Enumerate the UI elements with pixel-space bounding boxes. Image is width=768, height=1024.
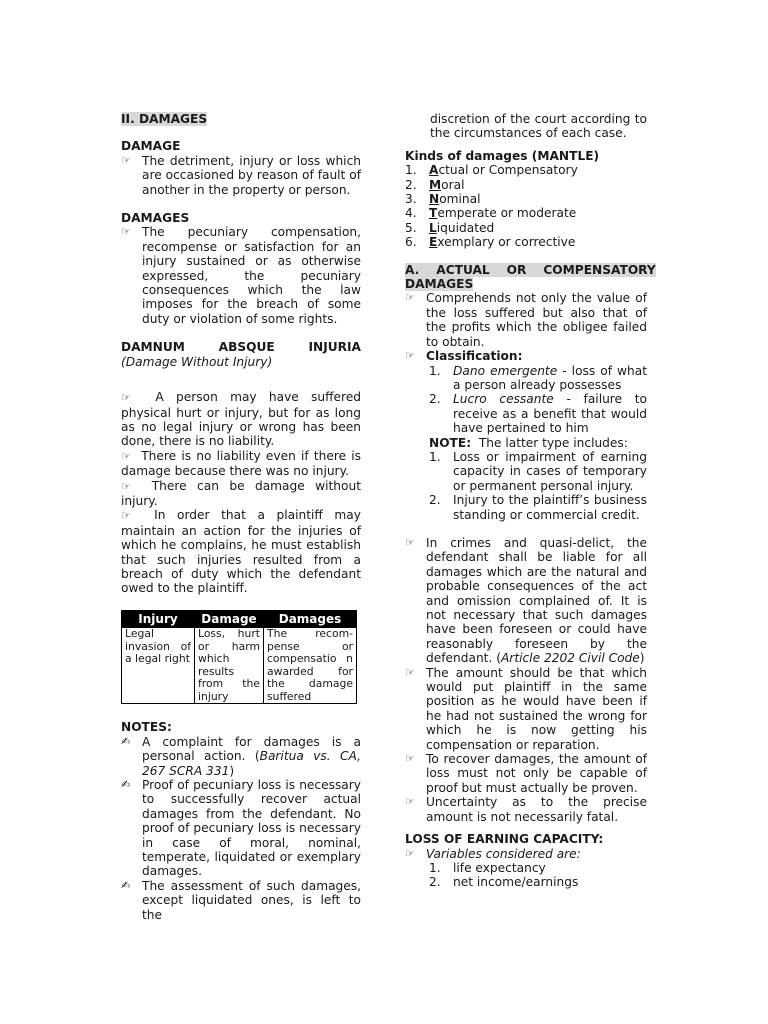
pointing-hand-icon: ☞	[121, 391, 131, 405]
list-item: 5. Liquidated	[405, 220, 495, 235]
table-cell: The recom-pense or compensatio n awarded for the damage suffered	[264, 628, 357, 704]
damages-definition: ☞ The pecuniary compensation, recompense or satisfaction for an injury sustained or as otherwise expressed, the pecuniary consequences which the law imposes for the breach of some duty or violation of some rights.	[121, 225, 361, 326]
damage-heading: DAMAGE	[121, 139, 181, 154]
actual-bullet: ☞ The amount should be that which would put plaintiff in the same position as he would have been if he had not sustained the wrong for which he is now getting his compensation or reparation.	[405, 665, 647, 752]
table-header: Damages	[264, 610, 357, 628]
classification-list	[405, 364, 647, 522]
comparison-table	[121, 610, 357, 705]
actual-bullet: ☞ Uncertainty as to the precise amount is not necessarily fatal.	[405, 795, 647, 824]
damage-definition: ☞ The detriment, injury or loss which are occasioned by reason of fault of another in the property or person.	[121, 153, 361, 197]
damnum-bullet: ☞ In order that a plaintiff may maintain an action for the injuries of which he complains, he must establish that such injuries resulted from a breach of duty which the defendant owed to the plaintiff.	[121, 508, 361, 596]
list-item: 1. life expectancy	[429, 860, 546, 875]
note-line: NOTE: The latter type includes:	[429, 435, 628, 450]
table-row	[122, 628, 357, 704]
list-item: 4. Temperate or moderate	[405, 206, 577, 221]
kinds-list	[405, 163, 647, 249]
damnum-bullet: ☞ A person may have suffered physical hurt or injury, but for as long as no legal injury or wrong has been done, there is no liability.	[121, 390, 362, 449]
list-item: 3. Nominal	[405, 192, 481, 207]
note-item: ✍ The assessment of such damages, except liquidated ones, is left to the	[121, 878, 361, 922]
writing-hand-icon: ✍	[121, 878, 131, 892]
table-cell: Loss, hurt or harm which results from the injury	[195, 628, 264, 704]
list-item: 2. net income/earnings	[429, 875, 579, 890]
list-item: 1. Actual or Compensatory	[405, 163, 578, 178]
list-item: 1. Loss or impairment of earning capacity in cases of temporary or permanent personal injury.	[429, 449, 647, 493]
variables-list	[405, 861, 647, 890]
classification-bullet: ☞ Classification:	[405, 349, 523, 364]
pointing-hand-icon: ☞	[121, 225, 131, 239]
table-header: Damage	[195, 610, 264, 628]
pointing-hand-icon: ☞	[121, 153, 131, 167]
table-header: Injury	[122, 610, 195, 628]
actual-bullet: ☞ Comprehends not only the value of the loss suffered but also that of the profits which the obligee failed to obtain.	[405, 291, 647, 349]
actual-bullet: ☞ In crimes and quasi-delict, the defendant shall be liable for all damages which are the natural and probable consequences of the act and omission complained of. It is not necessary that such damages have been foreseen or could have reasonably foreseen by the defendant. (Article 2202 Civil Code)	[405, 535, 647, 666]
writing-hand-icon: ✍	[121, 734, 131, 748]
notes-heading: NOTES:	[121, 720, 172, 735]
pointing-hand-icon: ☞	[405, 349, 415, 363]
left-column	[121, 112, 361, 922]
list-item: 2. Moral	[405, 177, 465, 192]
kinds-heading: Kinds of damages (MANTLE)	[405, 148, 600, 163]
damages-heading: DAMAGES	[121, 211, 190, 226]
damnum-heading: DAMNUM ABSQUE INJURIA (Damage Without Injury)	[121, 340, 361, 369]
table-header-row	[122, 610, 357, 628]
actual-heading: A. ACTUAL OR COMPENSATORY DAMAGES	[405, 262, 656, 292]
pointing-hand-icon: ☞	[405, 535, 415, 549]
continuation-text: discretion of the court according to the circumstances of each case.	[430, 112, 647, 141]
damnum-bullet: ☞ There can be damage without injury.	[121, 478, 361, 508]
list-item: 1. Dano emergente - loss of what a person already possesses	[429, 363, 648, 392]
table-cell: Legal invasion of a legal right	[122, 628, 195, 704]
pointing-hand-icon: ☞	[121, 479, 131, 493]
list-item: 6. Exemplary or corrective	[405, 235, 576, 250]
variables-bullet: ☞ Variables considered are:	[405, 846, 581, 861]
note-item: ✍ Proof of pecuniary loss is necessary to successfully recover actual damages from the defendant. No proof of pecuniary loss is necessary in case of moral, nominal, temperate, liquidated or exemplary damages.	[121, 777, 361, 879]
actual-bullet: ☞ To recover damages, the amount of loss must not only be capable of proof but must actually be proven.	[405, 752, 647, 795]
list-item: 2. Lucro cessante - failure to receive as a benefit that would have pertained to him	[429, 392, 647, 436]
pointing-hand-icon: ☞	[121, 449, 131, 463]
list-item: 2. Injury to the plaintiff’s business standing or commercial credit.	[429, 493, 647, 522]
pointing-hand-icon: ☞	[405, 665, 415, 679]
pointing-hand-icon: ☞	[405, 795, 415, 809]
damnum-bullet: ☞ There is no liability even if there is damage because there was no injury.	[121, 448, 361, 479]
damnum-bullets	[121, 390, 361, 596]
pointing-hand-icon: ☞	[405, 846, 415, 860]
note-item: ✍ A complaint for damages is a personal action. (Baritua vs. CA, 267 SCRA 331)	[121, 734, 361, 778]
pointing-hand-icon: ☞	[405, 291, 415, 305]
section-title: II. DAMAGES	[121, 112, 208, 126]
pointing-hand-icon: ☞	[405, 752, 415, 766]
writing-hand-icon: ✍	[121, 777, 131, 791]
right-column	[405, 112, 656, 890]
pointing-hand-icon: ☞	[121, 509, 131, 523]
loss-heading: LOSS OF EARNING CAPACITY:	[405, 832, 604, 847]
